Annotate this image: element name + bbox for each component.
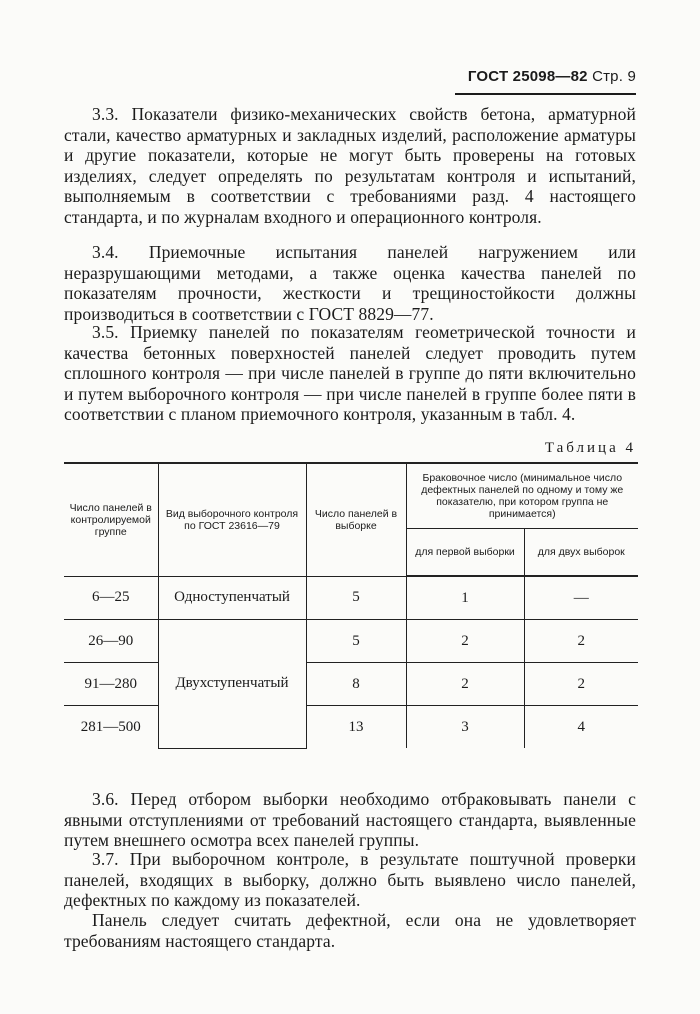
table-row (64, 576, 638, 620)
page-header (420, 68, 636, 85)
group-range: 281—500 (64, 706, 158, 749)
sample-size: 13 (306, 706, 406, 749)
paragraph-3-4: 3.4. Приемочные испытания панелей нагружением или неразрушающими методами, а также оценка качества панелей по показателям прочности, жесткости и трещиностойкости должны производиться в соответствии с ГОСТ 8829—77. (64, 242, 636, 324)
page-number: Стр. 9 (592, 68, 636, 85)
control-type: Двухступенчатый (158, 620, 306, 749)
header-first-sample: для первой выборки (406, 528, 524, 576)
rejection-first: 3 (406, 706, 524, 749)
control-type: Одноступенчатый (158, 576, 306, 620)
paragraph-3-3: 3.3. Показатели физико-механических свойств бетона, арматурной стали, качество арматурных и закладных изделий, расположение арматуры и другие показатели, которые не могут быть проверены на готовых изделиях, следует определять по результатам контроля и испытаний, выполняемым в соответствии с требованиями разд. 4 настоящего стандарта, и по журналам входного и операционного контроля. (64, 104, 636, 227)
rejection-two: — (524, 576, 638, 620)
sample-size: 5 (306, 620, 406, 663)
table-caption: Таблица 4 (544, 440, 636, 456)
group-range: 26—90 (64, 620, 158, 663)
paragraph-3-5: 3.5. Приемку панелей по показателям геометрической точности и качества бетонных поверхностей панелей следует проводить путем сплошного контроля — при числе панелей в группе до пяти включительно и путем выборочного контроля — при числе панелей в группе более пяти в соответствии с планом приемочного контроля, указанным в табл. 4. (64, 322, 636, 424)
paragraph-3-6: 3.6. Перед отбором выборки необходимо отбраковывать панели с явными отступлениями от требований настоящего стандарта, выявленные путем внешнего осмотра всех панелей группы. (64, 789, 636, 850)
rejection-first: 2 (406, 620, 524, 663)
paragraph-3-7-continued: Панель следует считать дефектной, если она не удовлетворяет требованиям настоящего стандарта. (64, 910, 636, 951)
document-code: ГОСТ 25098—82 (467, 68, 588, 85)
table-row (64, 663, 638, 706)
acceptance-plan-table (64, 462, 638, 749)
sample-size: 8 (306, 663, 406, 706)
rejection-first: 1 (406, 576, 524, 620)
group-range: 91—280 (64, 663, 158, 706)
sample-size: 5 (306, 576, 406, 620)
paragraph-3-7: 3.7. При выборочном контроле, в результате поштучной проверки панелей, входящих в выборку, должно быть выявлено число панелей, дефектных по каждому из показателей. (64, 849, 636, 910)
rejection-two: 2 (524, 663, 638, 706)
header-sample-size: Число панелей в выборке (306, 463, 406, 576)
rejection-two: 2 (524, 620, 638, 663)
table-row (64, 706, 638, 749)
rejection-two: 4 (524, 706, 638, 749)
header-control-type: Вид выборочного контроля по ГОСТ 23616—79 (158, 463, 306, 576)
header-rejection-number: Браковочное число (минимальное число дефектных панелей по одному и тому же показателю, при котором группа не принимается) (406, 463, 638, 528)
group-range: 6—25 (64, 576, 158, 620)
header-group-size: Число панелей в контролируемой группе (64, 463, 158, 576)
header-two-samples: для двух выборок (524, 528, 638, 576)
header-rule (455, 93, 636, 95)
rejection-first: 2 (406, 663, 524, 706)
table-row (64, 620, 638, 663)
